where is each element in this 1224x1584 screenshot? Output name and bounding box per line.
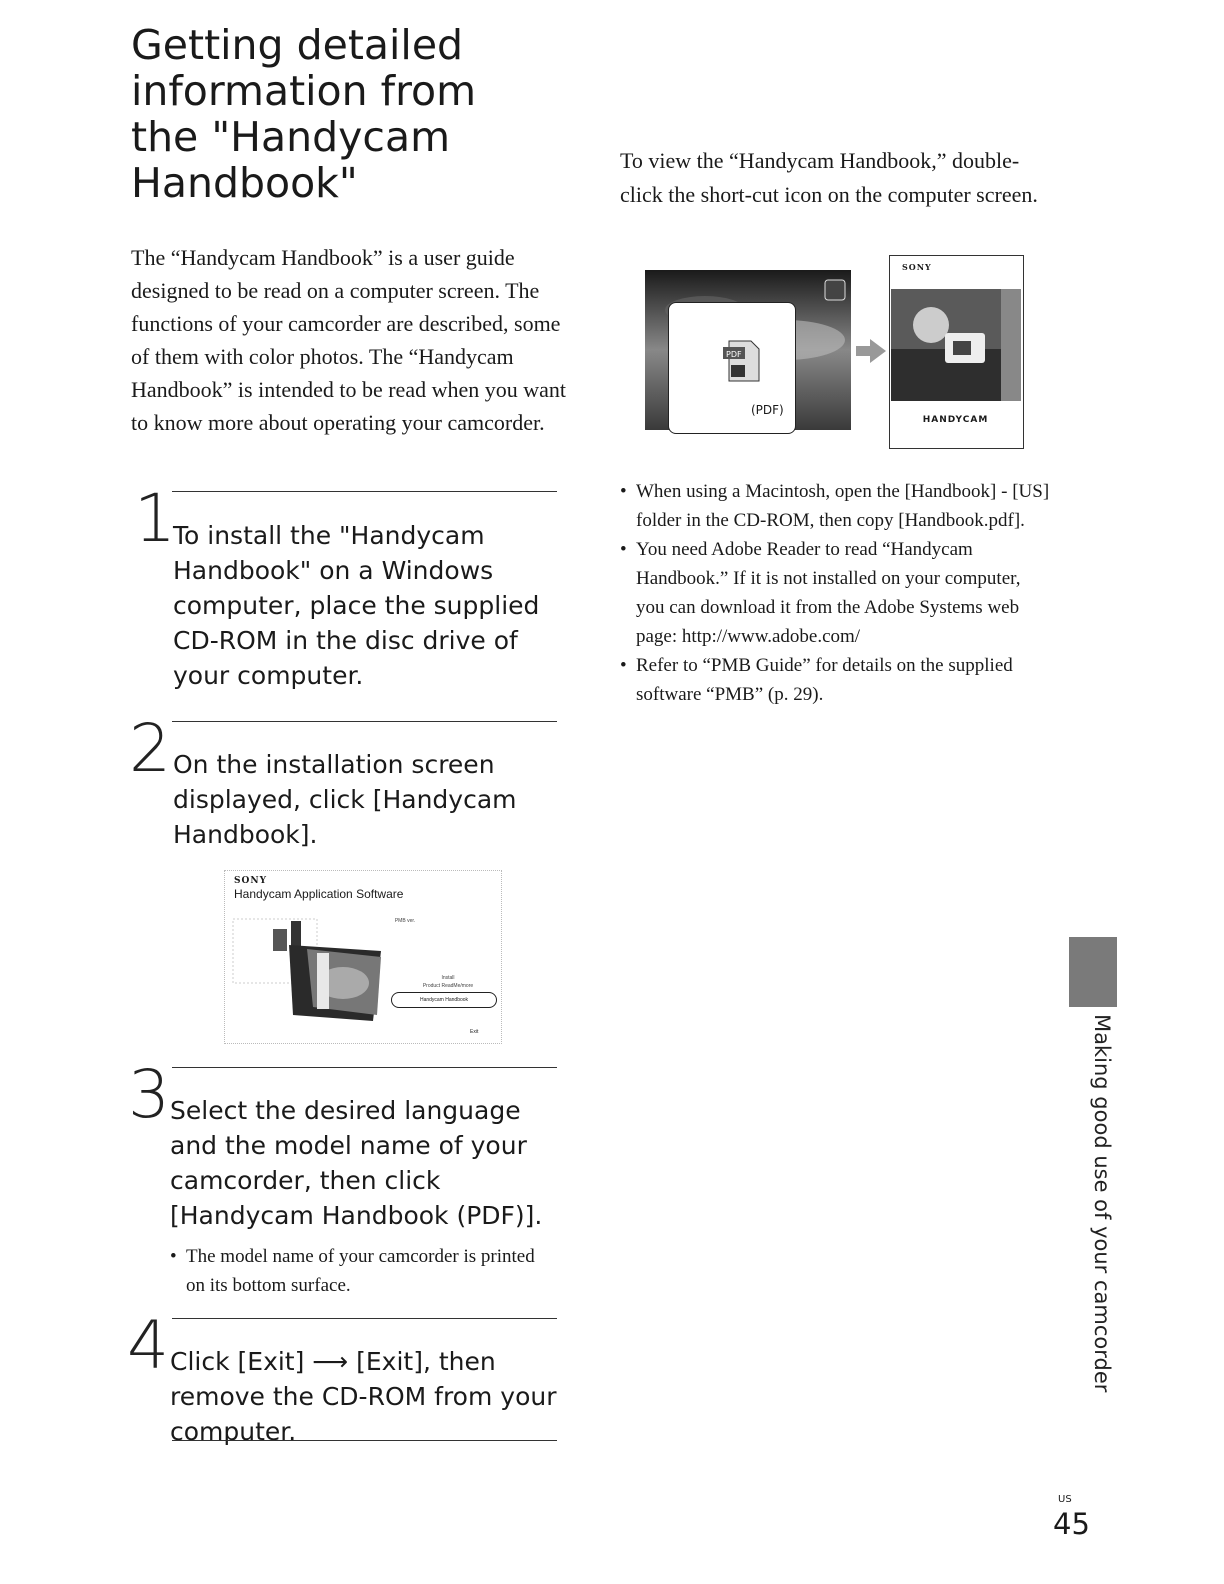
install-exit-button[interactable]: Exit xyxy=(470,1029,479,1035)
install-screen-artwork xyxy=(231,911,391,1031)
section-tab xyxy=(1078,1014,1118,1393)
step-2-text: On the installation screen displayed, click [Handycam Handbook]. xyxy=(173,750,517,849)
install-screen-figure xyxy=(224,870,502,1044)
step-4-end-divider xyxy=(172,1440,557,1441)
step-1-divider xyxy=(172,491,557,492)
step-1-text: To install the "Handycam Handbook" on a Windows computer, place the supplied CD-ROM in the disc drive of your computer. xyxy=(173,521,540,690)
section-tab-label: Making good use of your camcorder xyxy=(1090,1014,1114,1393)
view-handbook-paragraph: To view the “Handycam Handbook,” double-click the short-cut icon on the computer screen. xyxy=(620,148,1038,207)
page-number: 45 xyxy=(1053,1507,1090,1541)
handbook-cover-photo xyxy=(891,289,1021,401)
notes-list xyxy=(620,477,1050,709)
pdf-file-icon xyxy=(723,339,763,383)
install-menu-install: Install xyxy=(441,975,455,981)
svg-text:PDF: PDF xyxy=(726,350,742,359)
right-arrow-icon xyxy=(854,336,888,366)
step-4-divider xyxy=(172,1318,557,1319)
intro-paragraph: The “Handycam Handbook” is a user guide designed to be read on a computer screen. The functions of your camcorder are described, some of them with color photos. The “Handycam Handbook” is intended to be read when you want to know more about operating your camcorder. xyxy=(131,245,566,435)
step-1-number: 1 xyxy=(134,480,176,557)
step-4-text: Click [Exit] ⟶ [Exit], then remove the CD-ROM from your computer. xyxy=(170,1347,557,1446)
step-2-number: 2 xyxy=(129,710,171,787)
handbook-cover-figure xyxy=(889,255,1024,449)
shortcut-icon-label: (PDF) xyxy=(751,403,784,417)
handbook-brand: SONY xyxy=(902,262,932,272)
handycam-handbook-button[interactable]: Handycam Handbook xyxy=(391,992,497,1008)
handbook-logo: HANDYCAM xyxy=(922,415,989,425)
step-3-note xyxy=(170,1242,550,1300)
note-macintosh: • When using a Macintosh, open the [Handbook] - [US] folder in the CD-ROM, then copy [Handbook.pdf]. xyxy=(620,477,1050,535)
step-3-bullet: • The model name of your camcorder is printed on its bottom surface. xyxy=(170,1242,550,1300)
step-3-divider xyxy=(172,1067,557,1068)
install-menu-readme: Product ReadMe/more xyxy=(422,983,474,989)
note-adobe-reader: • You need Adobe Reader to read “Handycam Handbook.” If it is not installed on your computer, you can download it from the Adobe Systems web page: http://www.adobe.com/ xyxy=(620,535,1050,651)
section-tab-marker xyxy=(1069,937,1117,1007)
step-3-number: 3 xyxy=(128,1056,170,1133)
shortcut-icon-callout[interactable] xyxy=(668,302,796,434)
install-menu-pmb: PMB ver. xyxy=(394,918,416,924)
install-screen-title: Handycam Application Software xyxy=(234,887,404,901)
region-code: US xyxy=(1058,1494,1072,1505)
install-screen-brand: SONY xyxy=(234,876,267,886)
step-2-divider xyxy=(172,721,557,722)
note-pmb-guide: • Refer to “PMB Guide” for details on the supplied software “PMB” (p. 29). xyxy=(620,651,1050,709)
step-4-number: 4 xyxy=(127,1307,169,1384)
step-3-text: Select the desired language and the model name of your camcorder, then click [Handycam Handbook (PDF)]. xyxy=(170,1096,543,1230)
page-title: Getting detailed information from the "Handycam Handbook" xyxy=(131,21,477,207)
